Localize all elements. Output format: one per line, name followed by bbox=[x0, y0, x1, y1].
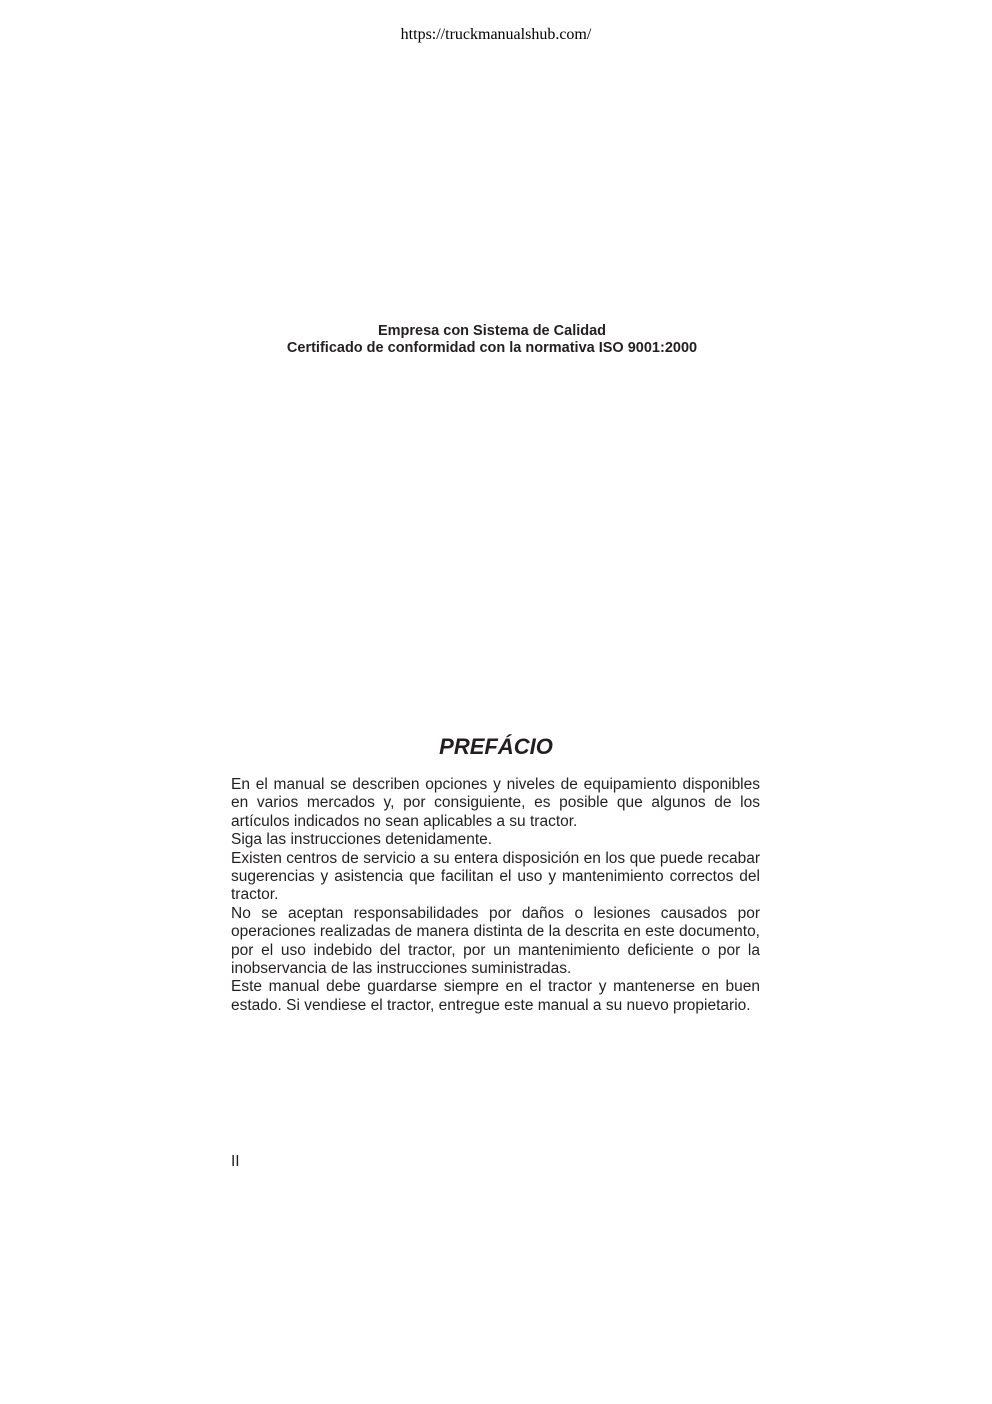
page-number: II bbox=[231, 1153, 240, 1170]
preface-paragraph: Existen centros de servicio a su entera disposición en los que puede recabar sugerencias y asistencia que facilitan el uso y mantenimiento correctos del tractor. bbox=[231, 849, 760, 904]
preface-paragraph: Siga las instrucciones detenidamente. bbox=[231, 831, 493, 849]
preface-paragraph: Este manual debe guardarse siempre en el tractor y mantenerse en buen estado. Si vendiese el tractor, entregue este manual a su nuevo propietario. bbox=[231, 978, 760, 1014]
certification-line-1: Empresa con Sistema de Calidad bbox=[377, 323, 607, 339]
certification-line-2: Certificado de conformidad con la normativa ISO 9001:2000 bbox=[286, 340, 698, 356]
certification-block bbox=[0, 323, 984, 357]
source-url: https://truckmanualshub.com/ bbox=[400, 26, 592, 43]
preface-body bbox=[231, 776, 760, 1015]
preface-paragraph: En el manual se describen opciones y niveles de equipamiento disponibles en varios mercados y, por consiguiente, es posible que algunos de los artículos indicados no sean aplicables a su tractor. bbox=[231, 776, 760, 830]
preface-title: PREFÁCIO bbox=[439, 734, 553, 759]
preface-paragraph: No se aceptan responsabilidades por daños o lesiones causados por operaciones realizadas de manera distinta de la descrita en este documento, por el uso indebido del tractor, por un mantenimiento deficiente o por la inobservancia de las instrucciones suministradas. bbox=[231, 904, 760, 978]
